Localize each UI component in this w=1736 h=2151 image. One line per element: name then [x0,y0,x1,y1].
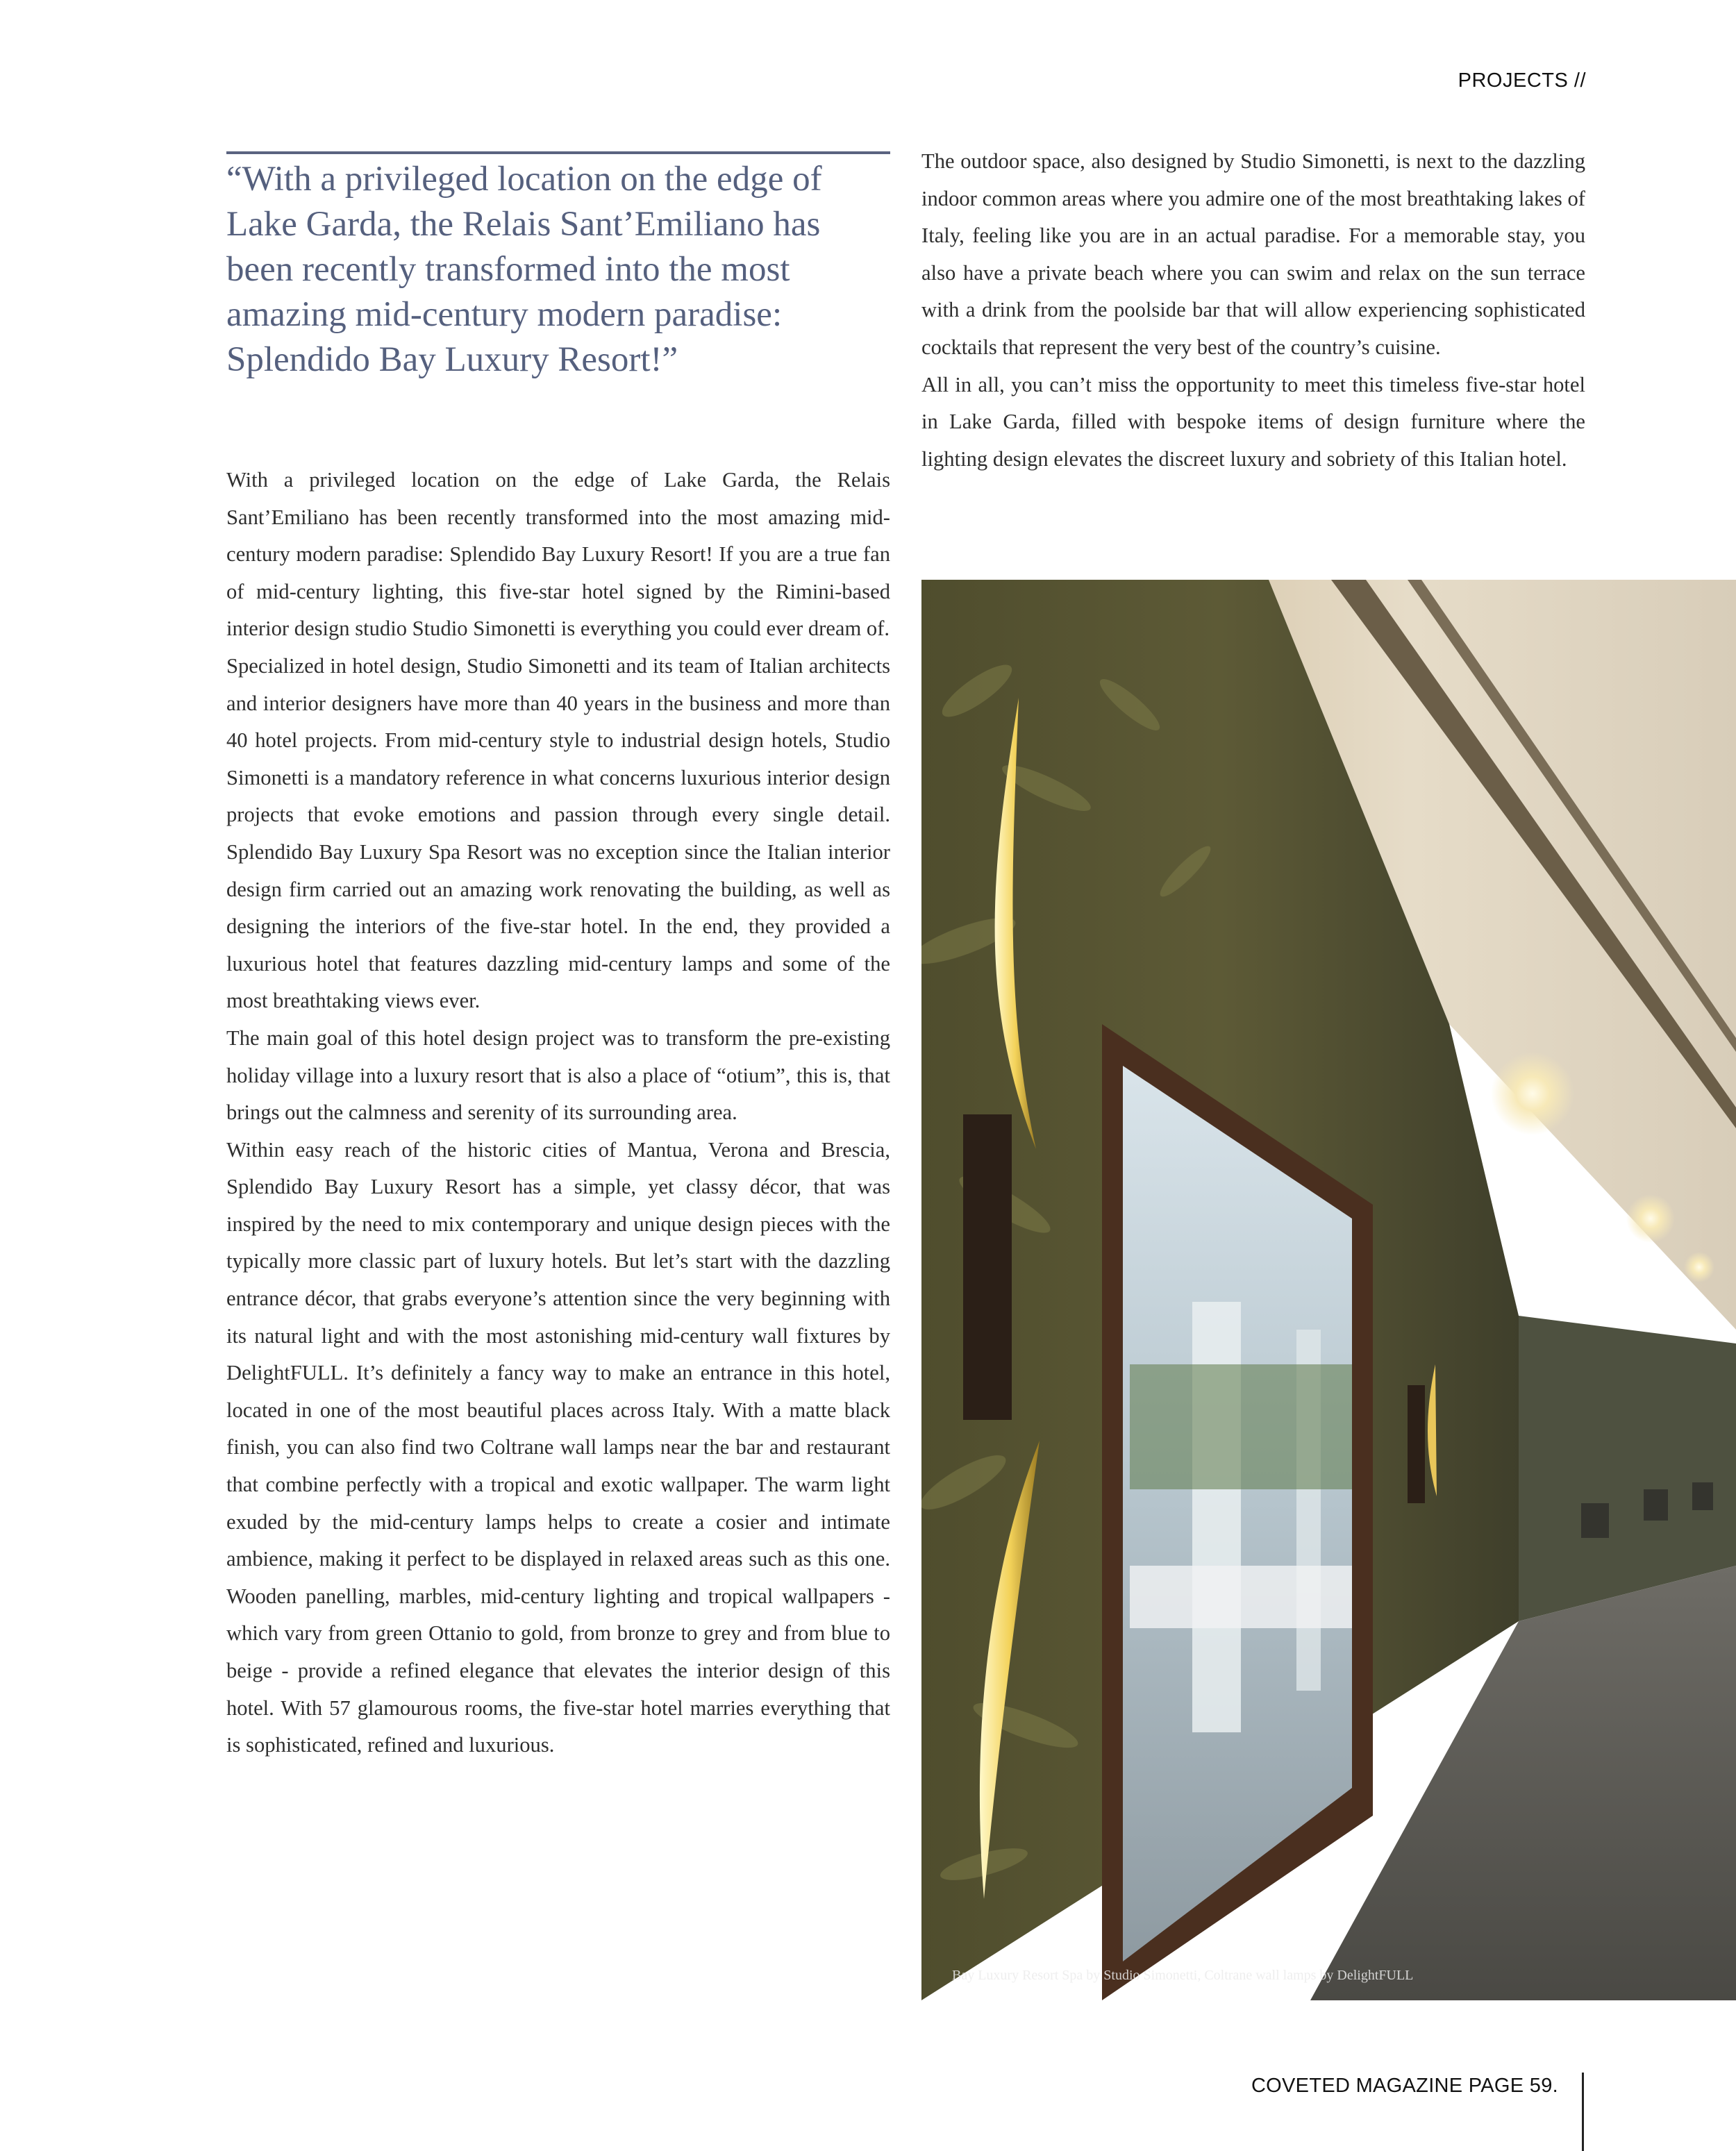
photo-caption: Bay Luxury Resort Spa by Studio Simonetti, Coltrane wall lamps by DelightFULL [952,1968,1414,1983]
paragraph: The main goal of this hotel design project was to transform the pre-existing holiday village into a luxury resort that is also a place of “otium”, this is, that brings out the calmness and serenity of its surrounding area. [226,1026,890,1125]
paragraph: Within easy reach of the historic cities of Mantua, Verona and Brescia, Splendido Bay Luxury Resort has a simple, yet classy décor, that was inspired by the need to mix contemporary and unique design pieces with the typically more classic part of luxury hotels. But let’s start with the dazzling entrance décor, that grabs everyone’s attention since the very beginning with its natural light and with the most astonishing mid-century wall fixtures by DelightFULL. It’s definitely a fancy way to make an entrance in this hotel, located in one of the most beautiful places across Italy. With a matte black finish, you can also find two Coltrane wall lamps near the bar and restaurant that combine perfectly with a tropical and exotic wallpaper. The warm light exuded by the mid-century lamps helps to create a cosier and intimate ambience, making it perfect to be displayed in relaxed areas such as this one. Wooden panelling, marbles, mid-century lighting and tropical wallpapers - which vary from green Ottanio to gold, from bronze to grey and from blue to beige - provide a refined elegance that elevates the interior design of this hotel. With 57 glamourous rooms, the five-star hotel marries everything that is sophisticated, refined and luxurious. [226,1137,890,1757]
page-footer: COVETED MAGAZINE PAGE 59. [1251,2075,1558,2097]
paragraph: The outdoor space, also designed by Studio Simonetti, is next to the dazzling indoor common areas where you admire one of the most breathtaking lakes of Italy, feeling like you are in an actual paradise. For a memorable stay, you also have a private beach where you can swim and relax on the sun terrace with a drink from the poolside bar that will allow experiencing sophisticated cocktails that represent the very best of the country’s cuisine. [921,149,1585,359]
right-column [921,143,1585,478]
section-tag: PROJECTS // [1458,69,1586,92]
pull-quote-rule [226,151,890,154]
photo-illustration [921,580,1736,2000]
footer-rule [1582,2073,1584,2151]
paragraph: With a privileged location on the edge of Lake Garda, the Relais Sant’Emiliano has been recently transformed into the most amazing mid-century modern paradise: Splendido Bay Luxury Resort! If you are a true fan of mid-century lighting, this five-star hotel signed by the Rimini-based interior design studio Studio Simonetti is everything you could ever dream of. [226,468,890,641]
left-column [226,462,890,1764]
pull-quote: “With a privileged location on the edge of Lake Garda, the Relais Sant’Emiliano has been recently transformed into the most amazing mid-century modern paradise: Splendido Bay Luxury Resort!” [226,160,822,379]
paragraph: All in all, you can’t miss the opportunity to meet this timeless five-star hotel in Lake Garda, filled with bespoke items of design furniture where the lighting design elevates the discreet luxury and sobriety of this Italian hotel. [921,372,1585,471]
hotel-corridor-photo [921,580,1736,2000]
paragraph: Specialized in hotel design, Studio Simonetti and its team of Italian architects and interior designers have more than 40 years in the business and more than 40 hotel projects. From mid-century style to industrial design hotels, Studio Simonetti is a mandatory reference in what concerns luxurious interior design projects that evoke emotions and passion through every single detail. Splendido Bay Luxury Spa Resort was no exception since the Italian interior design firm carried out an amazing work renovating the building, as well as designing the interiors of the five-star hotel. In the end, they provided a luxurious hotel that features dazzling mid-century lamps and some of the most breathtaking views ever. [226,653,890,1013]
